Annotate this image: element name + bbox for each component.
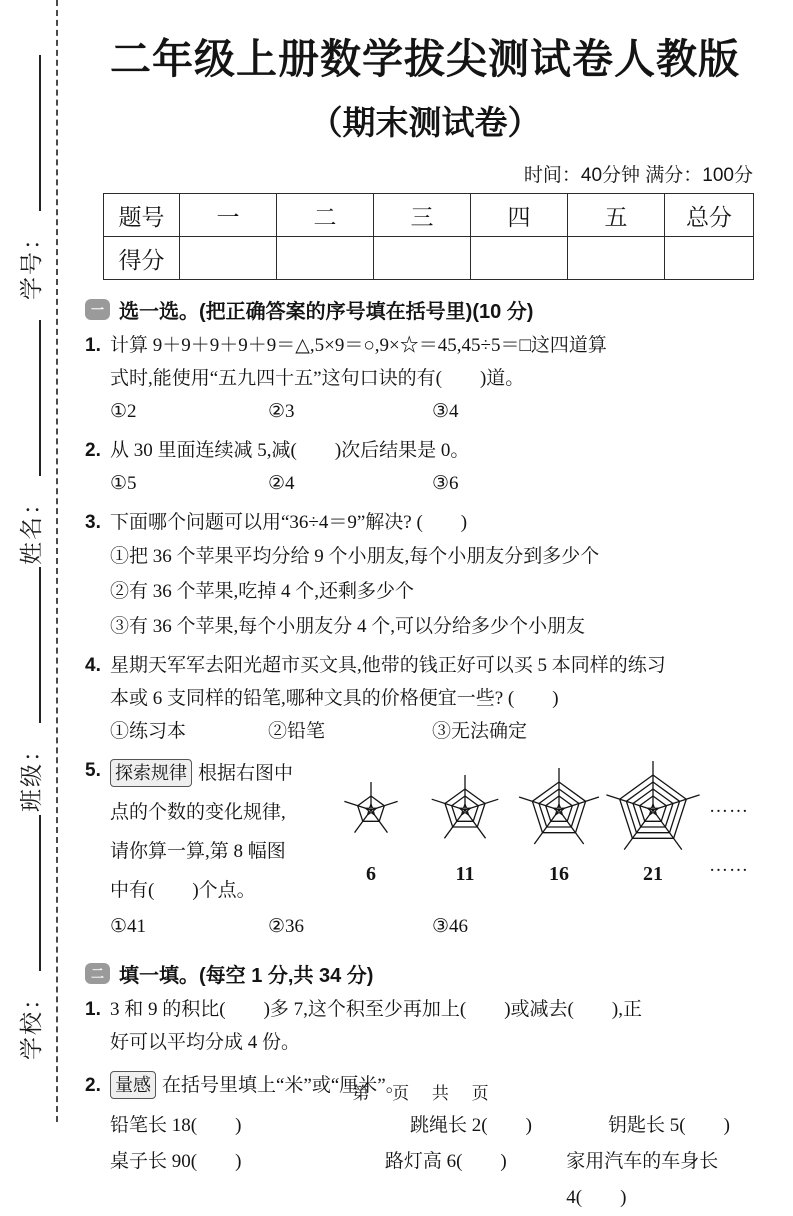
fold-dashed-line — [56, 0, 58, 1122]
figure-point-count: 16 — [549, 863, 569, 885]
figure-point-count: 6 — [366, 863, 376, 885]
option-line: ①把 36 个苹果平均分给 9 个小朋友,每个小朋友分到多少个 — [110, 546, 600, 567]
question-number: 3. — [85, 512, 101, 533]
question-line — [110, 754, 324, 793]
question-line: 好可以平均分成 4 份。 — [110, 1032, 301, 1053]
option: ②铅笔 — [268, 721, 326, 742]
question-line-text: 在括号里填上“米”或“厘米”。 — [162, 1075, 405, 1096]
option: ①练习本 — [110, 721, 187, 742]
spider-web-figure-icon — [324, 760, 418, 860]
question-2 — [85, 434, 765, 467]
ellipsis: …… — [709, 796, 749, 817]
score-table-cell: 一 — [180, 194, 277, 237]
section2-header — [85, 959, 765, 988]
question-5-layout — [110, 754, 765, 910]
page-title: 二年级上册数学拔尖测试卷人教版 — [110, 36, 740, 82]
question-line: 星期天军军去阳光超市买文具,他带的钱正好可以买 5 本同样的练习 — [110, 655, 666, 676]
question-4 — [85, 649, 765, 715]
score-row-label: 得分 — [104, 237, 180, 280]
question-text — [110, 434, 765, 467]
name-blank-line — [38, 320, 41, 476]
score-table-score-row — [104, 237, 754, 280]
page-footer: 第 页 共 页 — [352, 1084, 498, 1103]
question-4-options — [85, 715, 765, 749]
question-line: 计算 9＋9＋9＋9＋9＝△,5×9＝○,9×☆＝45,45÷5＝□这四道算 — [110, 335, 607, 356]
score-table-cell: 三 — [374, 194, 471, 237]
fill-item: 桌子长 90( ) — [110, 1151, 242, 1172]
option: ③46 — [432, 916, 469, 937]
spider-web-figure-icon — [512, 760, 606, 860]
score-empty-cell — [180, 237, 277, 280]
question-line: 点的个数的变化规律, — [110, 802, 286, 823]
score-empty-cell — [568, 237, 665, 280]
fill-item: 家用汽车的车身长 4( ) — [566, 1151, 719, 1208]
question-number: 1. — [85, 335, 101, 356]
score-table-cell: 总分 — [665, 194, 754, 237]
ellipsis: …… — [709, 855, 749, 876]
question-line: 中有( )个点。 — [110, 880, 256, 901]
fill-item: 路灯高 6( ) — [384, 1151, 507, 1172]
score-table-cell: 四 — [471, 194, 568, 237]
page-subtitle: （期末测试卷） — [309, 104, 541, 141]
section1-title: 选一选。(把正确答案的序号填在括号里)(10 分) — [119, 301, 534, 323]
option: ①5 — [110, 473, 137, 494]
name-label: 姓名： — [19, 490, 44, 565]
score-empty-cell — [374, 237, 471, 280]
question-number: 5. — [85, 760, 101, 781]
fill-blanks-row-1 — [85, 1108, 765, 1144]
question-line: 从 30 里面连续减 5,减( )次后结果是 0。 — [110, 440, 470, 461]
question-5 — [85, 754, 765, 910]
score-empty-cell — [665, 237, 754, 280]
question-1-options — [85, 395, 765, 429]
fill-question-1 — [85, 993, 765, 1059]
main-content — [85, 0, 765, 1216]
question-line: 请你算一算,第 8 幅图 — [110, 841, 286, 862]
question-line: 3 和 9 的积比( )多 7,这个积至少再加上( )或减去( ),正 — [110, 999, 642, 1020]
web-figure-2 — [418, 760, 512, 891]
question-line: 下面哪个问题可以用“36÷4＝9”解决? ( ) — [110, 512, 468, 533]
option: ③无法确定 — [432, 721, 528, 742]
margin-field-school — [12, 815, 46, 1060]
score-table-cell: 二 — [277, 194, 374, 237]
question-text — [110, 993, 765, 1059]
score-table-header-row — [104, 194, 754, 237]
question-number: 4. — [85, 655, 101, 676]
fill-item: 铅笔长 18( ) — [110, 1115, 242, 1136]
option: ③4 — [432, 401, 459, 422]
option: ①41 — [110, 916, 147, 937]
school-blank-line — [38, 815, 41, 971]
quantity-sense-badge: 量感 — [110, 1071, 156, 1099]
section-one-icon: 一 — [85, 299, 110, 320]
question-line-text: 根据右图中 — [198, 763, 294, 784]
option: ②4 — [268, 473, 295, 494]
score-table-cell: 五 — [568, 194, 665, 237]
question-number: 1. — [85, 999, 101, 1020]
option: ③6 — [432, 473, 459, 494]
section-two-icon: 二 — [85, 963, 110, 984]
web-figure-4 — [606, 760, 700, 891]
question-5-options — [85, 910, 765, 944]
fill-blanks-row-2 — [85, 1144, 765, 1216]
question-number: 2. — [85, 440, 101, 461]
figure-point-count: 21 — [643, 863, 663, 885]
pattern-figures-row — [324, 754, 765, 891]
score-empty-cell — [277, 237, 374, 280]
question-2-options — [85, 467, 765, 501]
option: ①2 — [110, 401, 137, 422]
explore-pattern-badge: 探索规律 — [110, 759, 192, 787]
web-figure-3 — [512, 760, 606, 891]
time-score-info: 时间：40分钟 满分：100分 — [523, 165, 753, 186]
option: ②3 — [268, 401, 295, 422]
question-text — [110, 329, 765, 395]
question-3 — [85, 506, 765, 644]
school-label: 学校： — [19, 985, 44, 1060]
figure-point-count: 11 — [455, 863, 475, 885]
student-id-blank-line — [38, 55, 41, 211]
option-line: ②有 36 个苹果,吃掉 4 个,还剩多少个 — [110, 581, 415, 602]
class-blank-line — [38, 567, 41, 723]
margin-field-class — [12, 567, 46, 812]
margin-field-student-id — [12, 55, 46, 300]
question-text — [110, 754, 765, 910]
section2-title: 填一填。(每空 1 分,共 34 分) — [119, 965, 374, 987]
question-1 — [85, 329, 765, 395]
option-line: ③有 36 个苹果,每个小朋友分 4 个,可以分给多少个小朋友 — [110, 616, 586, 637]
spider-web-figure-icon — [418, 760, 512, 860]
score-empty-cell — [471, 237, 568, 280]
fill-item: 钥匙长 5( ) — [608, 1115, 730, 1136]
question-line: 本或 6 支同样的铅笔,哪种文具的价格便宜一些? ( ) — [110, 688, 559, 709]
option: ②36 — [268, 916, 305, 937]
ellipsis-column — [700, 760, 758, 882]
question-number: 2. — [85, 1075, 101, 1096]
spider-web-figure-icon — [606, 760, 700, 860]
question-5-text-column — [110, 754, 324, 910]
score-table-cell: 题号 — [104, 194, 180, 237]
class-label: 班级： — [19, 737, 44, 812]
student-id-label: 学号： — [19, 225, 44, 300]
web-figure-1 — [324, 760, 418, 891]
question-line: 式时,能使用“五九四十五”这句口诀的有( )道。 — [110, 368, 525, 389]
question-text — [110, 506, 765, 644]
question-text — [110, 649, 765, 715]
fill-item: 跳绳长 2( ) — [410, 1115, 532, 1136]
margin-field-name — [12, 320, 46, 565]
score-table — [103, 193, 754, 280]
section1-header — [85, 295, 765, 324]
